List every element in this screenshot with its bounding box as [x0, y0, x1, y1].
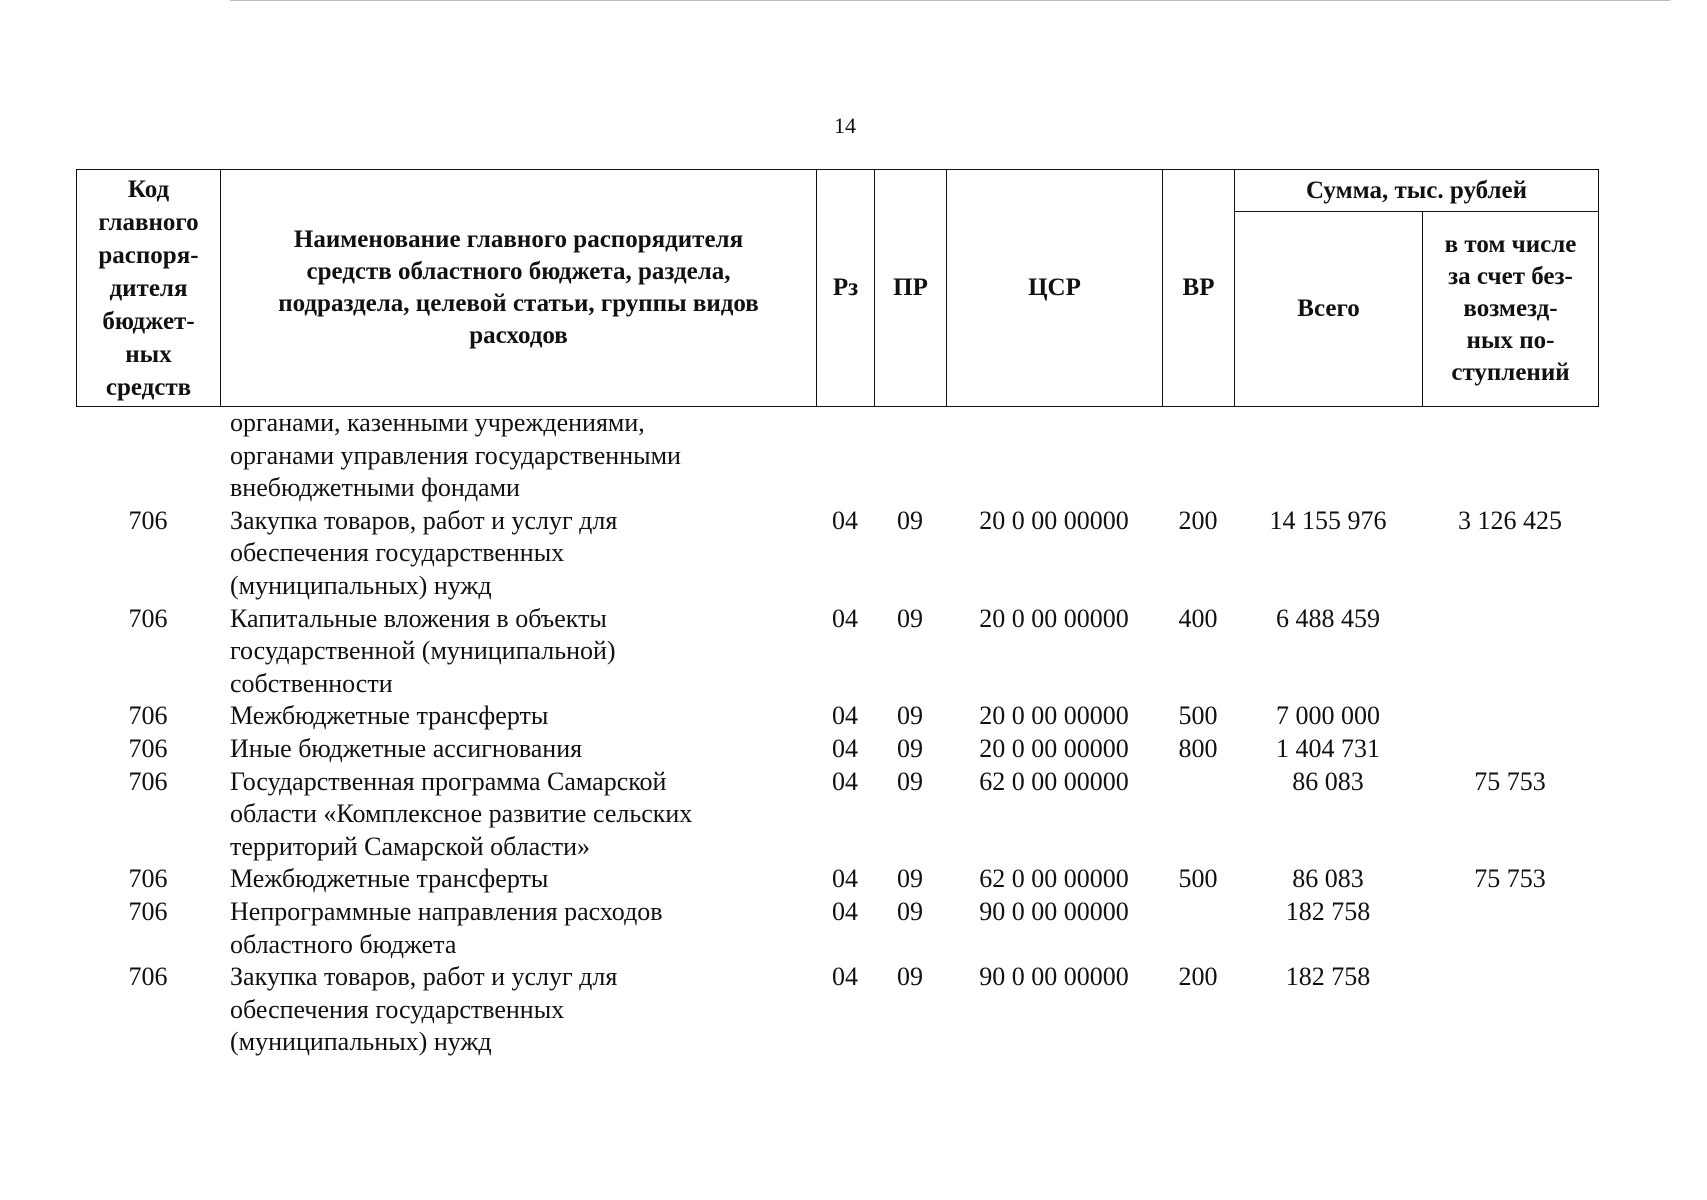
cell-rz: 04 [832, 766, 858, 796]
cell-total: 6 488 459 [1276, 603, 1380, 633]
cell-name: Государственная программа Самарской области «Комплексное развитие сельских территорий Самарской области» [230, 766, 693, 861]
cell-code: 706 [128, 896, 168, 926]
cell-code: 706 [128, 505, 168, 535]
cell-csr: 20 0 00 00000 [979, 701, 1129, 731]
cell-rz: 04 [832, 864, 858, 894]
cell-total: 86 083 [1292, 766, 1364, 796]
cell-total: 182 758 [1285, 962, 1371, 992]
cell-pr: 09 [897, 864, 923, 894]
table-row [76, 603, 1598, 701]
table-body [76, 407, 1598, 1059]
cell-total: 1 404 731 [1276, 733, 1380, 763]
cell-csr: 90 0 00 00000 [979, 896, 1129, 926]
cell-code: 706 [128, 766, 168, 796]
cell-vr: 200 [1178, 505, 1218, 535]
cell-csr: 20 0 00 00000 [979, 505, 1129, 535]
header-vr: ВР [1163, 170, 1235, 407]
table-row [76, 896, 1598, 961]
cell-incl: 75 753 [1474, 766, 1546, 796]
cell-incl [1422, 603, 1598, 701]
table-header [76, 169, 1599, 407]
cell-incl: 3 126 425 [1458, 505, 1562, 535]
cell-name: Закупка товаров, работ и услуг для обеспечения государственных (муниципальных) нужд [230, 962, 618, 1057]
table-row [76, 863, 1598, 896]
cell-vr [1162, 407, 1234, 505]
cell-pr: 09 [897, 603, 923, 633]
cell-name: Непрограммные направления расходов областного бюджета [230, 896, 663, 959]
cell-pr: 09 [897, 962, 923, 992]
cell-code: 706 [128, 603, 168, 633]
cell-rz: 04 [832, 603, 858, 633]
cell-vr: 800 [1178, 733, 1218, 763]
cell-csr [946, 407, 1162, 505]
cell-total: 86 083 [1292, 864, 1364, 894]
header-name: Наименование главного распорядителя средств областного бюджета, раздела, подраздела, целевой статьи, группы видов расходов [221, 170, 817, 407]
cell-name: Межбюджетные трансферты [230, 701, 549, 731]
cell-code: 706 [128, 962, 168, 992]
cell-code: 706 [128, 733, 168, 763]
table-row [76, 961, 1598, 1059]
header-rz: Рз [817, 170, 875, 407]
cell-pr: 09 [897, 701, 923, 731]
cell-rz: 04 [832, 896, 858, 926]
cell-name: Капитальные вложения в объекты государственной (муниципальной) собственности [230, 603, 616, 698]
cell-total: 14 155 976 [1269, 505, 1387, 535]
cell-vr: 500 [1178, 701, 1218, 731]
cell-code: 706 [128, 701, 168, 731]
table-row [76, 766, 1598, 864]
cell-total [1234, 407, 1422, 505]
cell-pr: 09 [897, 896, 923, 926]
table-row [76, 505, 1598, 603]
cell-total: 7 000 000 [1276, 701, 1380, 731]
header-incl: в том числе за счет без- возмезд- ных по- ступлений [1423, 212, 1599, 407]
table-row [76, 700, 1598, 733]
cell-total: 182 758 [1285, 896, 1371, 926]
cell-csr: 62 0 00 00000 [979, 766, 1129, 796]
cell-csr: 20 0 00 00000 [979, 603, 1129, 633]
cell-csr: 90 0 00 00000 [979, 962, 1129, 992]
cell-vr: 200 [1178, 962, 1218, 992]
cell-incl [1422, 407, 1598, 505]
cell-code: 706 [128, 864, 168, 894]
header-sum: Сумма, тыс. рублей [1235, 170, 1599, 212]
cell-pr: 09 [897, 733, 923, 763]
cell-incl [1422, 733, 1598, 766]
cell-vr: 500 [1178, 864, 1218, 894]
table-row [76, 407, 1598, 505]
cell-incl [1422, 700, 1598, 733]
header-csr: ЦСР [947, 170, 1163, 407]
cell-vr: 400 [1178, 603, 1218, 633]
cell-rz: 04 [832, 701, 858, 731]
cell-rz: 04 [832, 733, 858, 763]
header-code: Код главного распоря- дителя бюджет- ных средств [77, 170, 221, 407]
header-total: Всего [1235, 212, 1423, 407]
cell-vr [1162, 766, 1234, 864]
scan-edge-line [230, 0, 1670, 1]
cell-pr: 09 [897, 505, 923, 535]
cell-pr [874, 407, 946, 505]
cell-name: Иные бюджетные ассигнования [230, 733, 583, 763]
cell-code [76, 407, 220, 505]
cell-name: Закупка товаров, работ и услуг для обеспечения государственных (муниципальных) нужд [230, 505, 618, 600]
cell-pr: 09 [897, 766, 923, 796]
cell-name: органами, казенными учреждениями, органами управления государственными внебюджетными фондами [230, 408, 681, 503]
cell-vr [1162, 896, 1234, 961]
table-row [76, 733, 1598, 766]
cell-incl: 75 753 [1474, 864, 1546, 894]
cell-name: Межбюджетные трансферты [230, 864, 549, 894]
page-number: 14 [834, 113, 856, 138]
cell-incl [1422, 896, 1598, 961]
cell-incl [1422, 961, 1598, 1059]
cell-rz [816, 407, 874, 505]
cell-rz: 04 [832, 962, 858, 992]
header-pr: ПР [875, 170, 947, 407]
cell-csr: 20 0 00 00000 [979, 733, 1129, 763]
cell-rz: 04 [832, 505, 858, 535]
cell-csr: 62 0 00 00000 [979, 864, 1129, 894]
